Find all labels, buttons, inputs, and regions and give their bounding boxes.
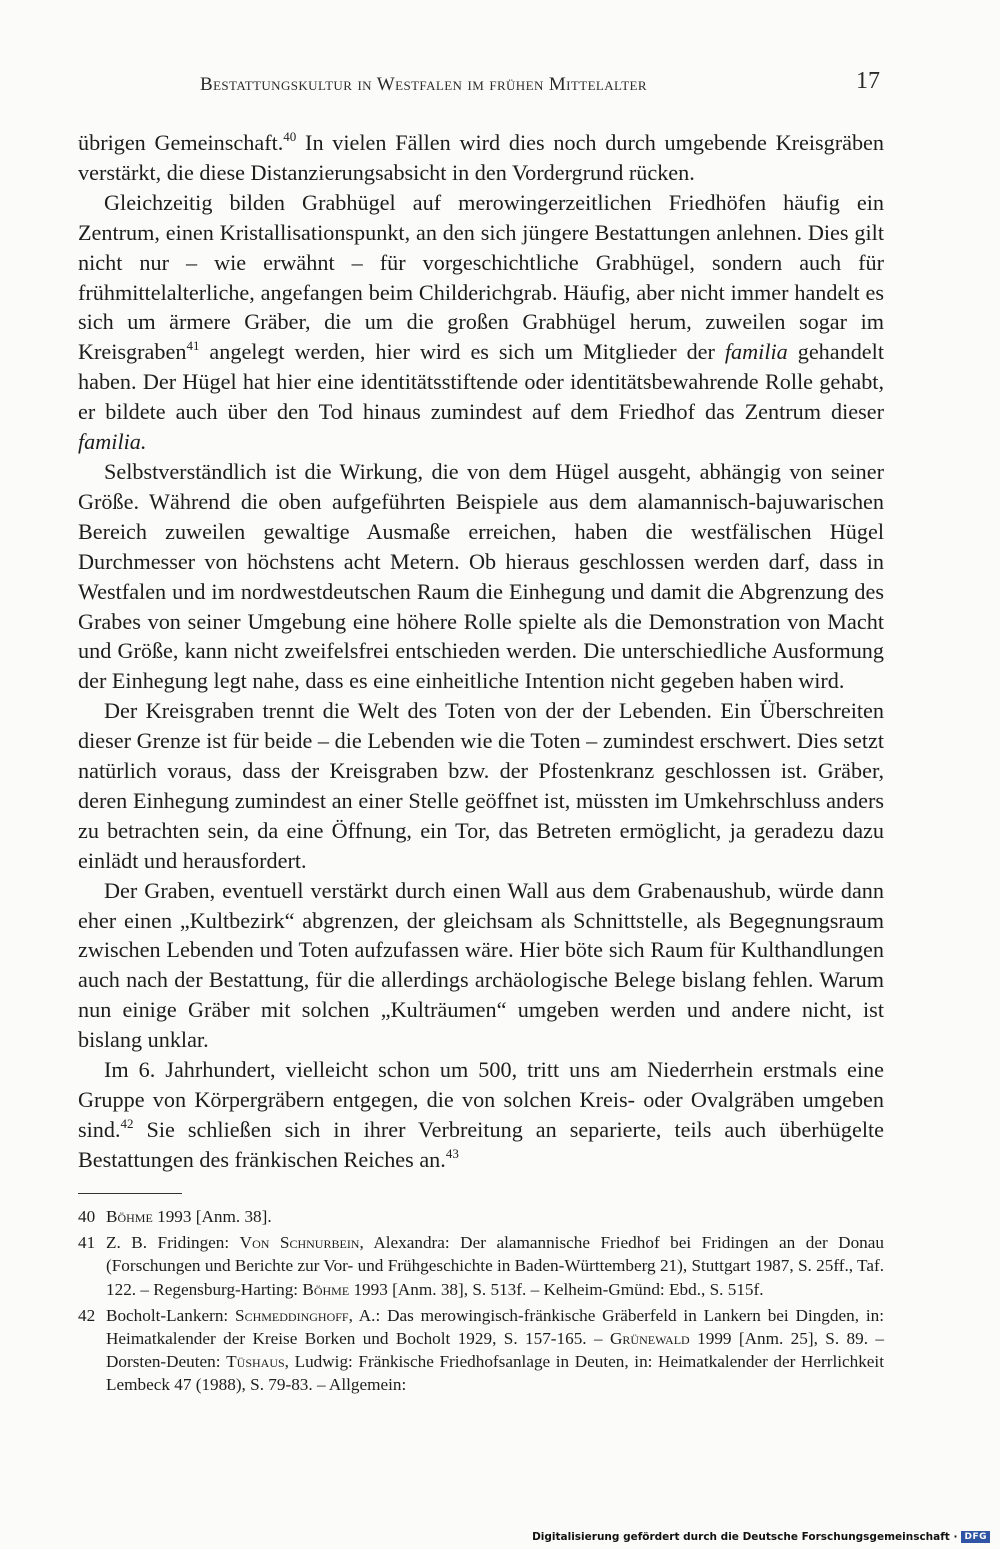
text-run: In vielen Fällen wird dies noch durch umgebende Kreisgräben verstärkt, die diese Distanzierungsabsicht in den Vordergrund rücken. (78, 130, 884, 185)
running-title: Bestattungskultur in Westfalen im frühen Mittelalter (200, 74, 647, 95)
footnote-ref-40: 40 (283, 129, 297, 144)
text-run: Sie schließen sich in ihrer Verbreitung an separierte, teils auch überhügelte Bestattungen des fränkischen Reiches an. (78, 1116, 884, 1172)
text-run: 1999 [Anm. 25], S. 89. – Dorsten-Deuten: (106, 1329, 884, 1372)
text-run: , Ludwig: Fränkische Friedhofsanlage in Deuten, in: Heimatkalender der Herrlichkeit Lembeck 47 (1988), S. 79-83. – Allgemein: (106, 1352, 884, 1395)
page-number: 17 (856, 68, 880, 94)
text-run: übrigen Gemeinschaft. (78, 130, 284, 155)
text-run: , Alexandra: Der alamannische Friedhof bei Fridingen an der Donau (Forschungen und Berichte zur Vor- und Frühgeschichte in Baden-Württemberg 21), Stuttgart 1987, S. 25ff., Taf. 122. – Regensburg-Harting: (106, 1233, 884, 1299)
author-name: Böhme (302, 1279, 350, 1299)
paragraph-4: Der Kreisgraben trennt die Welt des Toten von der der Lebenden. Ein Überschreiten dieser Grenze ist für beide – die Lebenden wie die Toten – zumindest erschwert. Dies setzt natürlich voraus, dass der Kreisgraben bzw. der Pfostenkranz geschlossen ist. Gräber, deren Einhegung zumindest an einer Stelle geöffnet ist, müssten im Umkehrschluss anders zu betrachten sein, da eine Öffnung, ein Tor, das Betreten ermöglicht, ja geradezu dazu einlädt und herausfordert. (78, 698, 884, 873)
text-run: 1993 [Anm. 38]. (152, 1207, 272, 1226)
footnote-40 (78, 1205, 884, 1228)
text-run: , A.: Das merowingisch-fränkische Gräberfeld in Lankern bei Dingden, in: Heimatkalender der Kreise Borken und Bocholt 1929, S. 157-165. – (106, 1305, 884, 1349)
footnote-divider (78, 1193, 182, 1194)
page-header (78, 68, 884, 102)
footnote-number: 41 (78, 1233, 96, 1253)
footnotes (78, 1205, 884, 1400)
italic-term: familia (724, 339, 788, 365)
text-run: gehandelt haben. Der Hügel hat hier eine identitätsstiftende oder identitätsbewahrende Rolle gehabt, er bildete auch über den Tod hinaus zumindest auf dem Friedhof das Zentrum dieser (78, 339, 884, 425)
dfg-logo: DFG (961, 1531, 990, 1543)
author-name: Tüshaus (226, 1352, 285, 1372)
text-run: Gleichzeitig bilden Grabhügel auf merowingerzeitlichen Friedhöfen häufig ein Zentrum, einen Kristallisationspunkt, an den sich jüngere Bestattungen anlehnen. Dies gilt nicht nur – wie erwähnt – für vorgeschichtliche Grabhügel, sondern auch für frühmittelalterliche, angefangen beim Childerichgrab. Häufig, aber nicht immer handelt es sich um ärmere Gräber, die um die großen Grabhügel herum, zuweilen sogar im Kreisgraben (78, 189, 884, 365)
footnote-ref-42: 42 (120, 1115, 134, 1131)
author-name: Von Schnurbein (239, 1233, 360, 1253)
credit-text: Digitalisierung gefördert durch die Deutsche Forschungsgemeinschaft · (532, 1531, 958, 1543)
author-name: Schmeddinghoff (235, 1305, 349, 1325)
italic-term: familia. (78, 429, 147, 455)
author-name: Grünewald (609, 1329, 690, 1349)
footnote-ref-41: 41 (186, 338, 200, 354)
text-run: Bocholt-Lankern: (106, 1305, 236, 1325)
footnote-ref-43: 43 (445, 1145, 459, 1161)
paragraph-5: Der Graben, eventuell verstärkt durch einen Wall aus dem Grabenaushub, würde dann eher einen „Kultbezirk“ abgrenzen, der gleichsam als Schnittstelle, als Begegnungsraum zwischen Lebenden und Toten aufzufassen wäre. Hier böte sich Raum für Kulthandlungen auch nach der Bestattung, für die allerdings archäologische Belege bislang fehlen. Warum nun einige Gräber mit solchen „Kulträumen“ umgeben werden und andere nicht, ist bislang unklar. (78, 877, 884, 1053)
main-text (78, 128, 884, 1175)
text-run: Z. B. Fridingen: (106, 1233, 240, 1253)
paragraph-3: Selbstverständlich ist die Wirkung, die von dem Hügel ausgeht, abhängig von seiner Größe. Während die oben aufgeführten Beispiele aus dem alamannisch-bajuwarischen Bereich zuweilen gewaltige Ausmaße erreichen, haben die westfälischen Hügel Durchmesser von höchstens acht Metern. Ob hieraus geschlossen werden darf, dass in Westfalen und im nordwestdeutschen Raum die Einhegung und damit die Abgrenzung des Grabes von seiner Umgebung eine höhere Rolle spielte als die Demonstration von Macht und Größe, kann nicht zweifelsfrei entschieden werden. Die unterschiedliche Ausformung der Einhegung legt nahe, dass es eine einheitliche Intention nicht gegeben haben wird. (78, 458, 884, 694)
paragraph-2 (78, 188, 884, 457)
text-run: Im 6. Jahrhundert, vielleicht schon um 500, tritt uns am Niederrhein erstmals eine Gruppe von Körpergräbern entgegen, die von solchen Kreis- oder Ovalgräben umgeben sind. (78, 1057, 884, 1142)
text-run: 1993 [Anm. 38], S. 513f. – Kelheim-Gmünd: Ebd., S. 515f. (349, 1279, 764, 1299)
text-run: angelegt werden, hier wird es sich um Mitglieder der (199, 339, 725, 365)
digitization-credit (532, 1531, 990, 1543)
paragraph-6 (78, 1055, 884, 1175)
footnote-41 (78, 1231, 884, 1301)
footnote-number: 42 (78, 1305, 96, 1325)
footnote-42 (78, 1304, 884, 1397)
paragraph-1 (78, 128, 884, 188)
author-name: Böhme (106, 1207, 153, 1226)
footnote-number: 40 (78, 1207, 96, 1226)
